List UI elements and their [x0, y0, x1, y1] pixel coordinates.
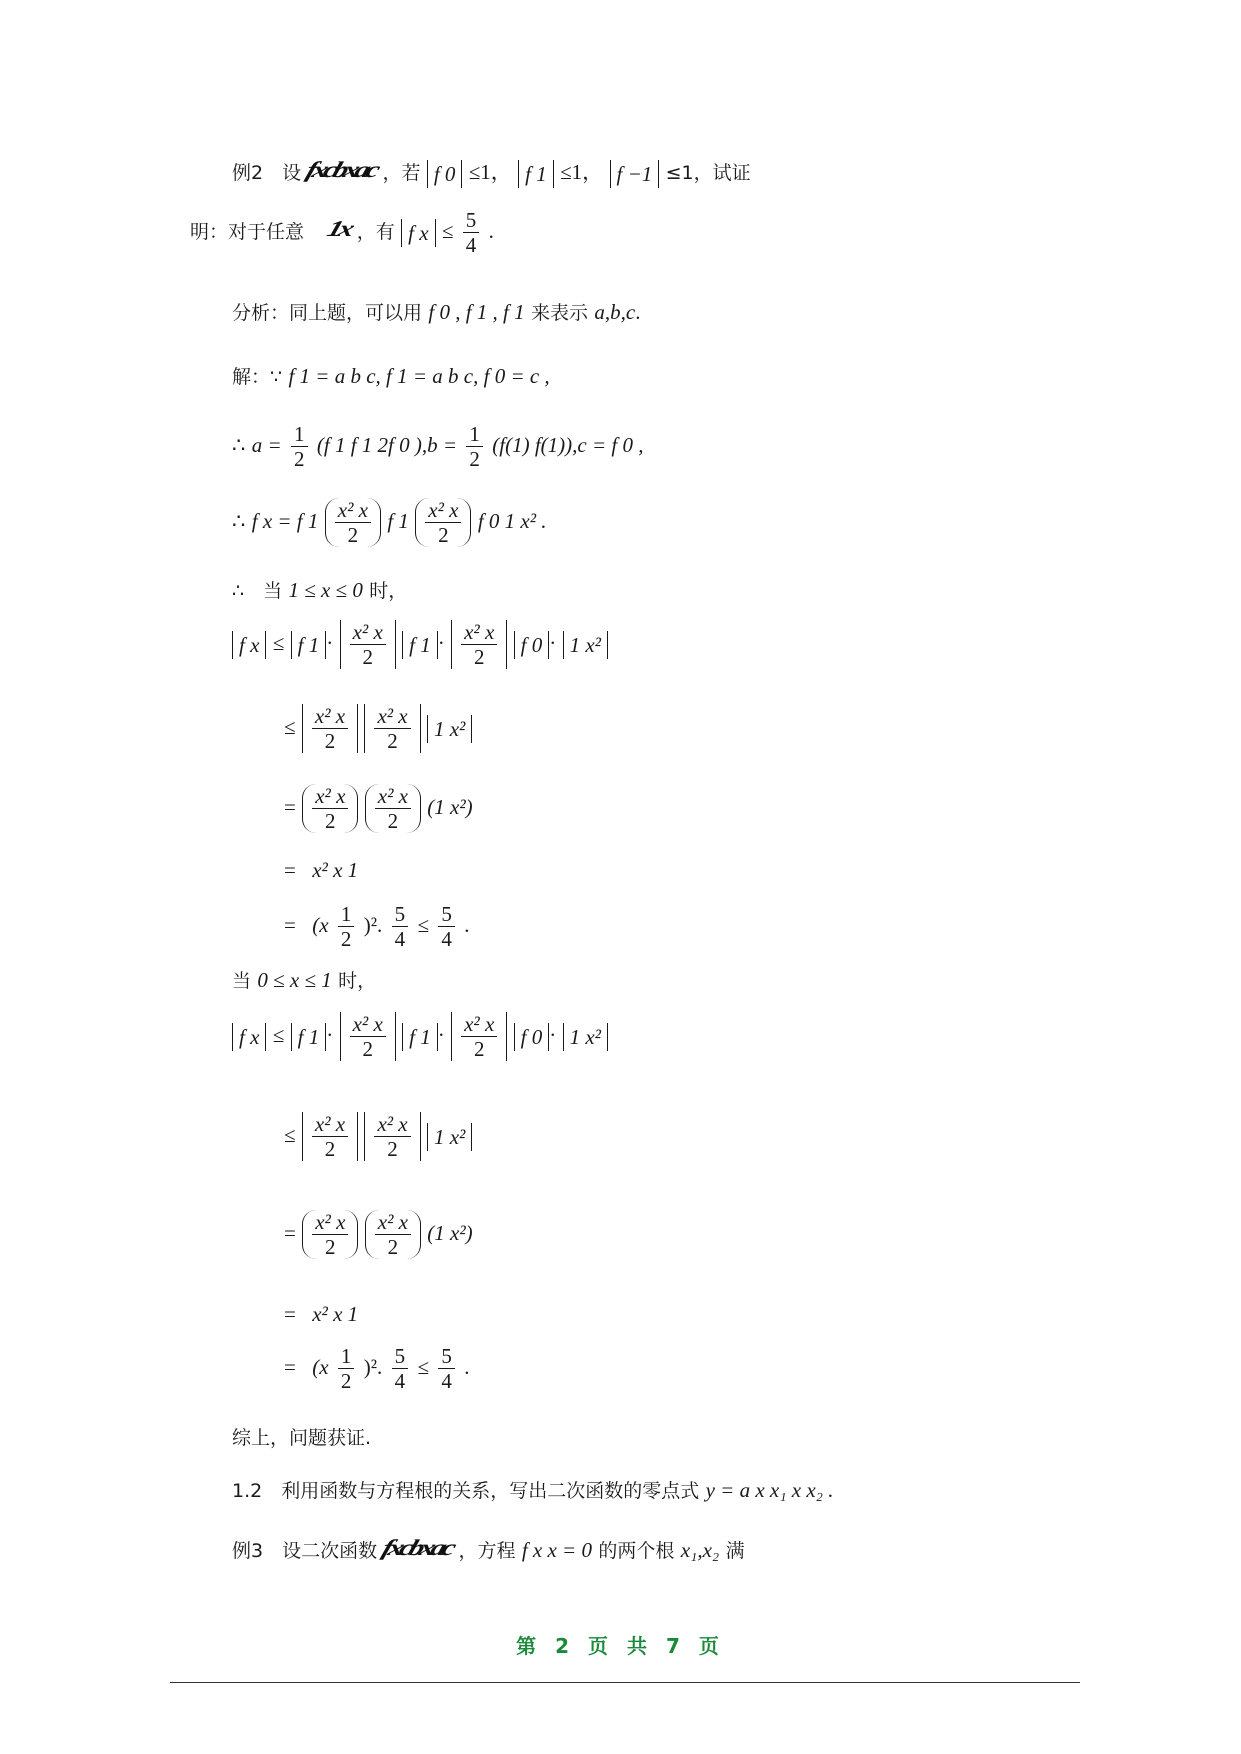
text: 例2 设: [232, 162, 302, 184]
text: 1.2 利用函数与方程根的关系，写出二次函数的零点式: [232, 1480, 700, 1502]
page-footer: 第 2 页 共 7 页: [516, 1634, 725, 1658]
math: 0 ≤ x ≤ 1: [257, 968, 332, 992]
text: ，有: [356, 221, 395, 243]
math: f x: [232, 1023, 266, 1051]
math: f 0: [427, 160, 463, 188]
expression-line: [232, 498, 547, 547]
analysis-line: 分析：同上题，可以用 f 0 , f 1 , f 1 来表示 a,b,c.: [232, 300, 641, 324]
math: f 0: [514, 631, 550, 659]
math: )².: [363, 913, 383, 937]
math: ≤: [284, 715, 296, 739]
function-expression-image: fxcbxac: [379, 1535, 457, 1560]
math: x² x 1: [312, 858, 359, 882]
case-2-heading: [232, 966, 376, 995]
math: =: [284, 1355, 296, 1379]
case-2-step-2: [284, 1210, 473, 1259]
math: ≤1，: [560, 160, 604, 184]
case-1-step-1: [284, 704, 472, 753]
math: f 1: [387, 509, 409, 533]
math: a,b,c: [594, 300, 636, 324]
fraction: $\frac{1}{2}$: [338, 902, 355, 951]
paren-fraction: $\frac{\text{x² x}}{2}$: [325, 498, 381, 547]
solution-line: [232, 362, 550, 391]
text: 明：对于任意: [190, 221, 305, 243]
text: ∴ 当: [232, 580, 283, 602]
math: f 0 1 x² .: [477, 509, 547, 533]
text: 解：∵: [232, 366, 283, 388]
fraction: $\frac{1}{2}$: [466, 422, 483, 471]
text: ，若: [382, 162, 421, 184]
math: f x: [232, 631, 266, 659]
abs-fraction: $\frac{\text{x² x}}{2}$: [364, 1112, 420, 1161]
abs-fraction: $\frac{\text{x² x}}{2}$: [451, 1012, 507, 1061]
example-2-statement: [232, 156, 751, 188]
fraction: $\frac{1}{2}$: [338, 1344, 355, 1393]
math: ≤: [272, 1023, 285, 1047]
math: )².: [363, 1355, 383, 1379]
case-1-step-2: [284, 784, 473, 833]
math: ≤: [417, 913, 430, 937]
text: ≤1，试证: [665, 162, 751, 184]
math: 1 x²: [427, 715, 472, 743]
math: (f 1 f 1 2f 0 ),b =: [316, 433, 458, 457]
case-2-step-1: [284, 1112, 472, 1161]
footer-divider: [170, 1682, 1080, 1683]
fraction: $\frac{5}{4}$: [392, 1344, 409, 1393]
fraction: $\frac{5}{4}$: [392, 902, 409, 951]
math: f x x = 0: [521, 1538, 592, 1562]
math: (x: [312, 913, 329, 937]
math: =: [284, 858, 296, 882]
math: .: [464, 913, 470, 937]
math: (1 x²): [427, 1221, 473, 1245]
section-1-2-line: [232, 1476, 833, 1505]
paren-fraction: $\frac{\text{x² x}}{2}$: [302, 784, 358, 833]
math: f 1: [291, 631, 327, 659]
paren-fraction: $\frac{\text{x² x}}{2}$: [365, 1210, 421, 1259]
function-expression-image: fxcbxac: [303, 157, 381, 182]
abs-fraction: $\frac{\text{x² x}}{2}$: [340, 620, 396, 669]
math: ≤: [272, 631, 285, 655]
therefore-symbol: ∴: [232, 433, 246, 457]
abs-fraction: $\frac{\text{x² x}}{2}$: [364, 704, 420, 753]
text: 时，: [338, 970, 377, 992]
text: 当: [232, 970, 252, 992]
math: 1 x²: [563, 631, 608, 659]
case-1-inequality: f x ≤ f 1 · $\frac{\text{x² x}}{2}$ f 1 · $\frac{\text{x² x}}{2}$ f 0 · 1 x²: [232, 620, 608, 669]
math: f 1 = a b c, f 1 = a b c, f 0 = c ,: [288, 364, 550, 388]
case-1-step-3: [284, 856, 358, 884]
math: ≤1，: [468, 160, 512, 184]
abs-fraction: $\frac{\text{x² x}}{2}$: [302, 1112, 358, 1161]
paren-fraction: $\frac{\text{x² x}}{2}$: [415, 498, 471, 547]
math: (f(1) f(1)),c = f 0 ,: [492, 433, 644, 457]
math: f 1: [402, 631, 438, 659]
conclusion-line: 综上，问题获证.: [232, 1427, 372, 1449]
math: 1 ≤ x ≤ 0: [288, 578, 363, 602]
math: x₁,x₂: [680, 1538, 720, 1562]
case-2-inequality: f x ≤ f 1 · $\frac{\text{x² x}}{2}$ f 1 · $\frac{\text{x² x}}{2}$ f 0 · 1 x²: [232, 1012, 608, 1061]
text: 分析：同上题，可以用: [232, 302, 423, 324]
text: 来表示: [531, 302, 589, 324]
fraction: $\frac{1}{2}$: [291, 422, 308, 471]
math: ≤: [441, 219, 454, 243]
math: f x: [401, 219, 435, 247]
text: ，方程: [458, 1540, 516, 1562]
text: 例3 设二次函数: [232, 1540, 378, 1562]
paren-fraction: $\frac{\text{x² x}}{2}$: [365, 784, 421, 833]
math: y = a x x₁ x x₂ .: [705, 1478, 834, 1502]
therefore-symbol: ∴: [232, 509, 246, 533]
math: a =: [251, 433, 282, 457]
coefficient-line: [232, 422, 643, 471]
math: x² x 1: [312, 1302, 359, 1326]
math: =: [284, 795, 296, 819]
abs-fraction: $\frac{\text{x² x}}{2}$: [451, 620, 507, 669]
abs-fraction: $\frac{\text{x² x}}{2}$: [302, 704, 358, 753]
math: f x = f 1: [251, 509, 319, 533]
fraction: $\frac{5}{4}$: [438, 902, 455, 951]
math: f 0 , f 1 , f 1: [428, 300, 525, 324]
text: 的两个根: [598, 1540, 675, 1562]
math: ≤: [417, 1355, 430, 1379]
case-2-step-4: [284, 1344, 470, 1393]
case-1-step-4: [284, 902, 470, 951]
example-3-statement: [232, 1534, 745, 1565]
math: (x: [312, 1355, 329, 1379]
math: .: [464, 1355, 470, 1379]
case-2-step-3: [284, 1300, 358, 1328]
case-1-heading: [232, 576, 407, 605]
math: 1 x²: [563, 1023, 608, 1051]
math: =: [284, 913, 296, 937]
math: f 0: [514, 1023, 550, 1051]
text: 时，: [369, 580, 408, 602]
statement-continued: [190, 208, 494, 257]
fraction: $\frac{5}{4}$: [438, 1344, 455, 1393]
math: =: [284, 1221, 296, 1245]
fraction: $\frac{5}{4}$: [463, 208, 480, 257]
abs-fraction: $\frac{\text{x² x}}{2}$: [340, 1012, 396, 1061]
range-expression-image: 1x: [324, 216, 355, 241]
math: =: [284, 1302, 296, 1326]
math: ≤: [284, 1123, 296, 1147]
math: (1 x²): [427, 795, 473, 819]
math: 1 x²: [427, 1123, 472, 1151]
math: .: [488, 219, 494, 243]
math: f −1: [610, 160, 660, 188]
math: f 1: [402, 1023, 438, 1051]
text: 满: [725, 1540, 745, 1562]
math: f 1: [518, 160, 554, 188]
paren-fraction: $\frac{\text{x² x}}{2}$: [302, 1210, 358, 1259]
math: f 1: [291, 1023, 327, 1051]
